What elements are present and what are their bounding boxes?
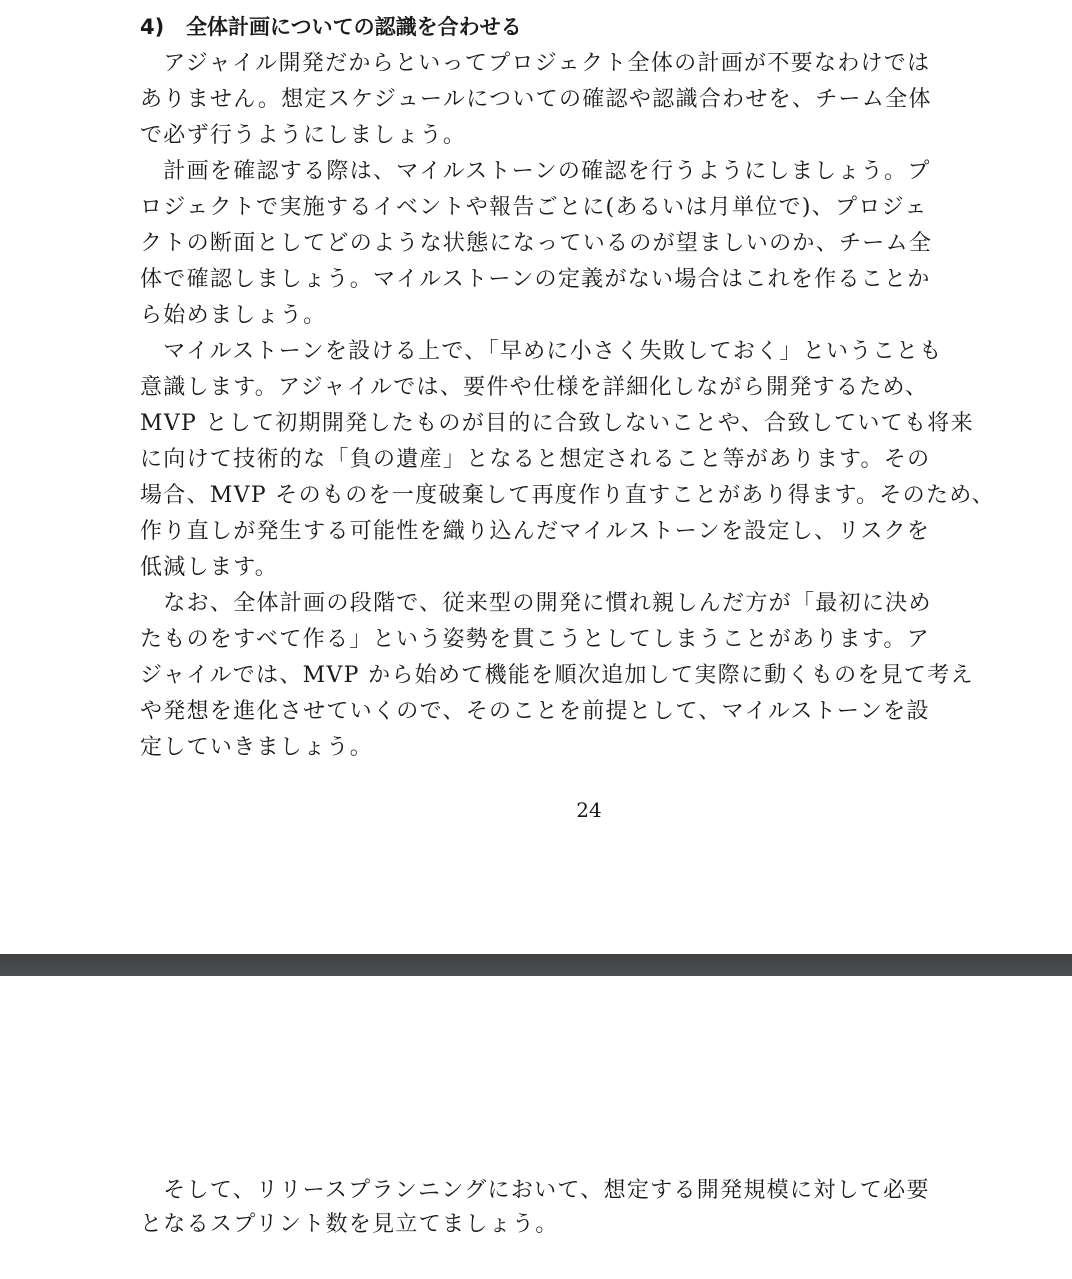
- text-line: ら始めましょう。: [140, 303, 327, 328]
- text-line: アジャイル開発だからといってプロジェクト全体の計画が不要なわけでは: [140, 51, 931, 76]
- text-line: クトの断面としてどのような状態になっているのが望ましいのか、チーム全: [140, 231, 933, 256]
- text-line: 計画を確認する際は、マイルストーンの確認を行うようにしましょう。プ: [140, 159, 931, 184]
- next-page-text: [140, 1174, 1000, 1242]
- text-line: 意識します。アジャイルでは、要件や仕様を詳細化しながら開発するため、: [140, 375, 929, 400]
- text-line: 体で確認しましょう。マイルストーンの定義がない場合はこれを作ることか: [140, 267, 931, 292]
- text-line: なお、全体計画の段階で、従来型の開発に慣れ親しんだ方が「最初に決め: [140, 591, 932, 616]
- section-heading: [140, 12, 522, 42]
- text-line: となるスプリント数を見立てましょう。: [140, 1212, 559, 1237]
- document-page-lower: [0, 976, 1072, 1279]
- page-separator: [0, 954, 1072, 976]
- page-number: 24: [576, 798, 602, 822]
- section-number: 4): [140, 15, 165, 39]
- text-line: に向けて技術的な「負の遺産」となると想定されること等があります。その: [140, 447, 931, 472]
- text-line: マイルストーンを設ける上で、「早めに小さく失敗しておく」ということも: [140, 339, 943, 364]
- text-line: ジャイルでは、MVP から始めて機能を順次追加して実際に動くものを見て考え: [140, 663, 974, 688]
- text-line: ありません。想定スケジュールについての確認や認識合わせを、チーム全体: [140, 87, 932, 112]
- text-line: で必ず行うようにしましょう。: [140, 123, 467, 148]
- text-line: 場合、MVP そのものを一度破棄して再度作り直すことがあり得ます。そのため、: [140, 483, 995, 508]
- section-title: 全体計画についての認識を合わせる: [186, 15, 522, 39]
- text-line: 定していきましょう。: [140, 735, 374, 760]
- text-line: や発想を進化させていくので、そのことを前提として、マイルストーンを設: [140, 699, 930, 724]
- text-line: ロジェクトで実施するイベントや報告ごとに(あるいは月単位で)、プロジェ: [140, 195, 928, 220]
- text-line: 作り直しが発生する可能性を織り込んだマイルストーンを設定し、リスクを: [140, 519, 931, 544]
- text-line: MVP として初期開発したものが目的に合致しないことや、合致していても将来: [140, 411, 974, 436]
- body-text: [140, 46, 1000, 766]
- text-line: 低減します。: [140, 555, 279, 580]
- text-line: たものをすべて作る」という姿勢を貫こうとしてしまうことがあります。ア: [140, 627, 931, 652]
- text-line: そして、リリースプランニングにおいて、想定する開発規模に対して必要: [140, 1178, 930, 1203]
